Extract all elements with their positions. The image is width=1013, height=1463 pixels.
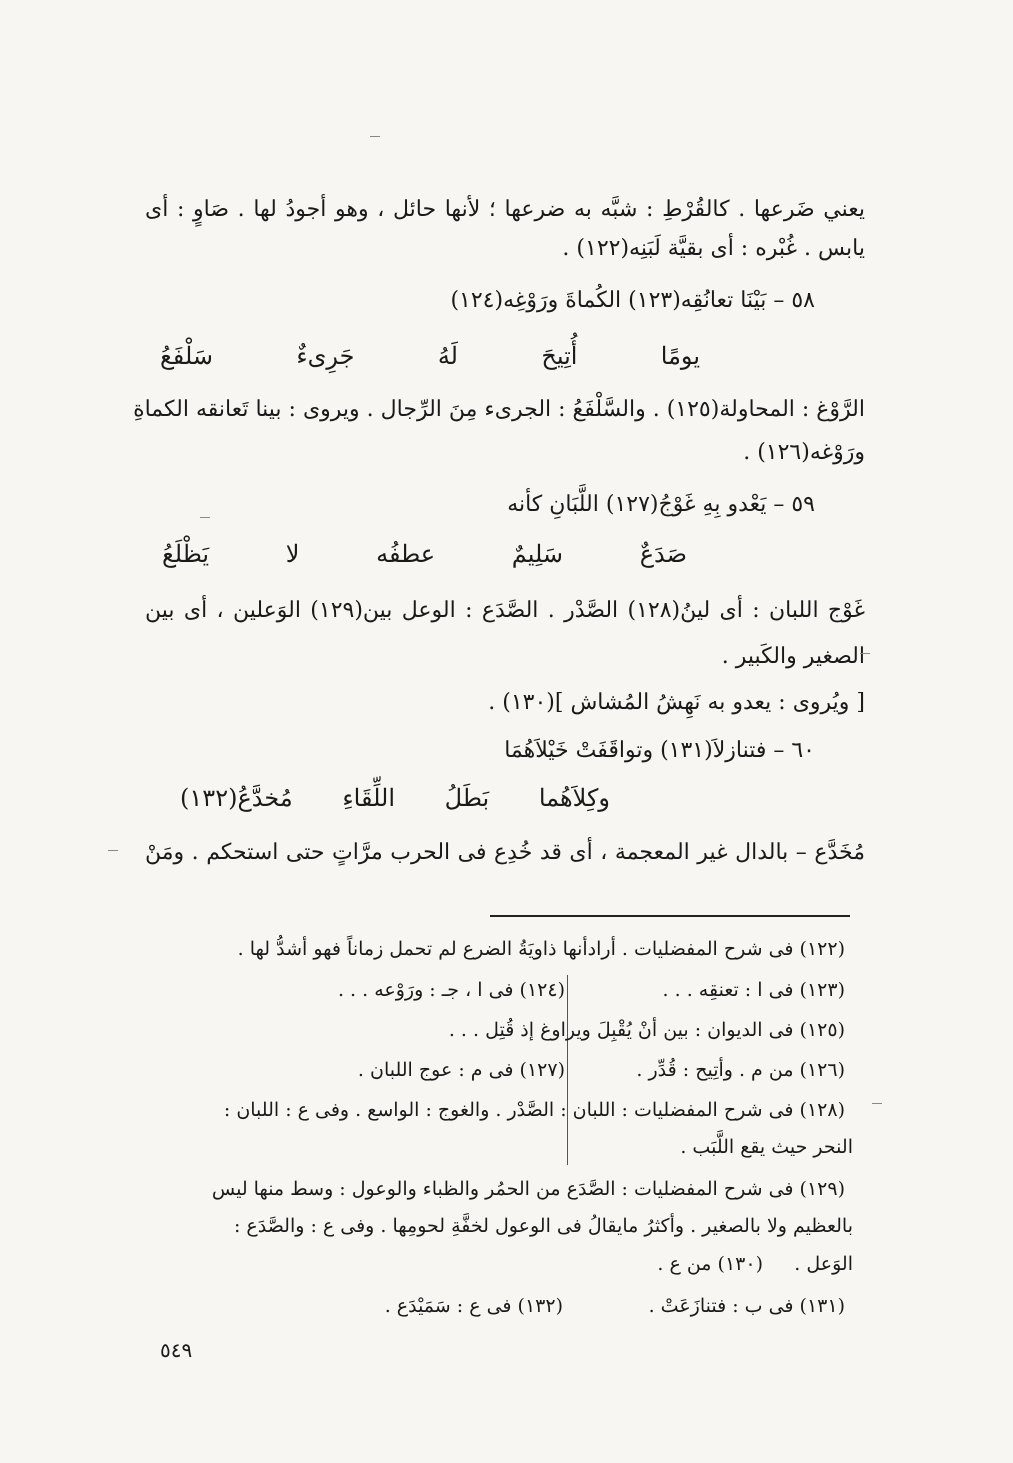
footnote-separator xyxy=(490,915,850,917)
verse-word: عطفُه xyxy=(376,540,436,568)
verse-59-first-hemistich: ٥٩ – يَعْدو بِهِ غَوْجُ(١٢٧) اللَّبَانِ كأنه xyxy=(507,492,815,517)
verse-word: سَلِيمٌ xyxy=(511,540,564,568)
footnote-127: (١٢٧) فى م : عوج اللبان . xyxy=(357,1059,565,1081)
verse-word: جَرِىءٌ xyxy=(296,342,355,370)
footnote-122: (١٢٢) فى شرح المفضليات . أرادأنها ذاويَةُ الضرع لم تحمل زماناً فهو أشدُّ لها . xyxy=(237,938,845,960)
verse-word: سَلْفَعُ xyxy=(160,342,213,370)
footnote-column-divider xyxy=(567,975,568,1165)
prose-line: غَوْج اللبان : أى لينُ(١٢٨) الصَّدْر . الصَّدَع : الوعل بين(١٢٩) الوَعلين ، أى بين xyxy=(145,598,865,623)
footnote-129-continued: بالعظيم ولا بالصغير . وأكثرُ مايقالُ فى الوعول لخفَّةِ لحومِها . وفى ع : والصَّدَع : xyxy=(233,1215,853,1237)
verse-59-second-hemistich xyxy=(162,538,687,570)
footnote-128-continued: النحر حيث يقع اللَّبَب . xyxy=(680,1136,853,1158)
verse-60-second-hemistich xyxy=(180,782,610,814)
footnote-132: (١٣٢) فى ع : سَمَيْدَع . xyxy=(384,1295,563,1317)
margin-mark xyxy=(200,517,210,518)
verse-58-first-hemistich: ٥٨ – بَيْنَا تعانُقِه(١٢٣) الكُماةَ ورَوْغِه(١٢٤) xyxy=(450,288,815,313)
footnote-126: (١٢٦) من م . وأتِيح : قُدِّر . xyxy=(636,1059,845,1081)
footnote-124: (١٢٤) فى ا ، جـ : ورَوْعه . . . xyxy=(337,979,565,1001)
verse-word: يومًا xyxy=(660,342,700,370)
footnote-130: (١٣٠) من ع . xyxy=(657,1253,763,1275)
margin-mark xyxy=(860,653,870,654)
verse-word: أُتِيحَ xyxy=(541,342,578,370)
prose-line: ورَوْغه(١٢٦) . xyxy=(743,440,865,465)
verse-word: لَهُ xyxy=(437,342,458,370)
prose-line: الصغير والكَبير . xyxy=(721,644,865,669)
footnote-129: (١٢٩) فى شرح المفضليات : الصَّدَع من الحمُر والظباء والوعول : وسط منها ليس xyxy=(211,1178,845,1200)
verse-58-second-hemistich xyxy=(160,340,700,372)
verse-60-first-hemistich: ٦٠ – فتنازلاَ(١٣١) وتواقَفَتْ خَيْلاَهُمَا xyxy=(504,738,815,763)
verse-word: بَطَلُ xyxy=(444,784,490,812)
margin-mark xyxy=(370,136,380,137)
verse-word: لا xyxy=(285,540,300,568)
margin-mark xyxy=(108,850,118,851)
prose-line: [ ويُروى : يعدو به نَهِشُ المُشاش ](١٣٠) . xyxy=(488,690,865,715)
footnote-128: (١٢٨) فى شرح المفضليات : اللبان : الصَّدْر . والغوج : الواسع . وفى ع : اللبان : xyxy=(223,1099,845,1121)
prose-line: مُخَدَّع – بالدال غير المعجمة ، أى قد خُدِع فى الحرب مرَّاتٍ حتى استحكم . ومَنْ xyxy=(145,840,865,865)
prose-line: يعني ضَرعها . كالقُرْطِ : شبَّه به ضرعها ؛ لأنها حائل ، وهو أجودُ لها . صَاوٍ : أى xyxy=(145,197,865,222)
footnote-125: (١٢٥) فى الديوان : بين أنْ يُقْبِلَ ويراوغ إذ قُتِل . . . xyxy=(448,1019,845,1041)
margin-mark xyxy=(872,1103,882,1104)
prose-line: يابس . غُبْره : أى بقيَّة لَبَنِه(١٢٢) . xyxy=(562,236,865,261)
verse-word: وكِلاَهُما xyxy=(538,784,610,812)
footnote-129-end: الوَعل . xyxy=(794,1253,853,1275)
page-number: ٥٤٩ xyxy=(160,1338,193,1362)
verse-word: مُخدَّعُ(١٣٢) xyxy=(180,784,293,812)
verse-word: يَظْلَعُ xyxy=(162,540,210,568)
footnote-123: (١٢٣) فى ا : تعنقِه . . . xyxy=(662,979,845,1001)
verse-word: اللِّقَاءِ xyxy=(342,784,396,812)
footnote-131: (١٣١) فى ب : فتنازَعَتْ . xyxy=(648,1295,845,1317)
verse-word: صَدَعٌ xyxy=(639,540,687,568)
prose-line: الرَّوْغ : المحاولة(١٢٥) . والسَّلْفَعُ : الجرىء مِنَ الرِّجال . ويروى : بينا تَعانقه الكماةِ xyxy=(133,397,865,422)
